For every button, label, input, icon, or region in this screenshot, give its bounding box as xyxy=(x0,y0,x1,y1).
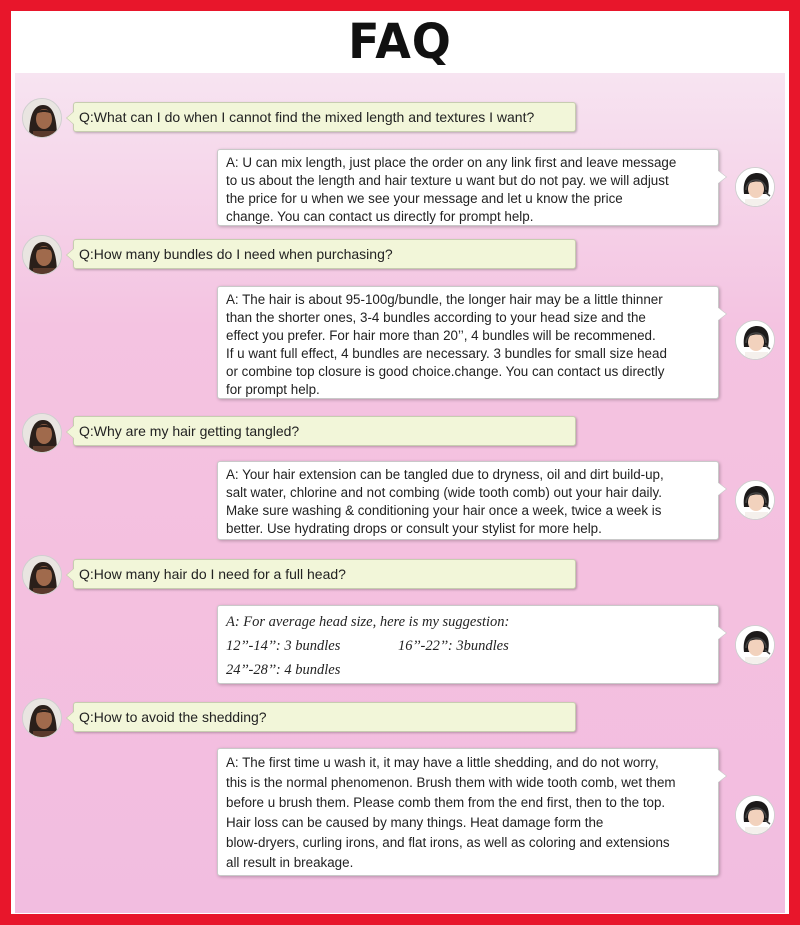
seller-avatar-icon xyxy=(735,625,775,665)
answer-line: change. You can contact us directly for prompt help. xyxy=(226,209,534,224)
answer-line: A: Your hair extension can be tangled due to dryness, oil and dirt build-up, xyxy=(226,467,664,482)
length-range: 12’’-14’’: 3 bundles xyxy=(226,638,341,654)
seller-avatar-icon xyxy=(735,320,775,360)
page-title: FAQ xyxy=(348,12,452,70)
answer-line xyxy=(226,658,710,682)
answer-line: Hair loss can be caused by many things. Heat damage form the xyxy=(226,815,604,830)
faq-question-1: Q:What can I do when I cannot find the mixed length and textures I want? xyxy=(73,102,576,132)
answer-line: or combine top closure is good choice.change. You can contact us directly xyxy=(226,364,665,379)
answer-line: A: U can mix length, just place the order on any link first and leave message xyxy=(226,155,677,170)
faq-question-2: Q:How many bundles do I need when purchasing? xyxy=(73,239,576,269)
customer-avatar-icon xyxy=(22,413,62,453)
answer-line: before u brush them. Please comb them from the end first, then to the top. xyxy=(226,795,666,810)
faq-question-5: Q:How to avoid the shedding? xyxy=(73,702,576,732)
answer-line: all result in breakage. xyxy=(226,855,354,870)
faq-question-4: Q:How many hair do I need for a full head? xyxy=(73,559,576,589)
customer-avatar-icon xyxy=(22,555,62,595)
answer-line: blow-dryers, curling irons, and flat irons, as well as coloring and extensions xyxy=(226,835,670,850)
answer-line: A: The first time u wash it, it may have a little shedding, and do not worry, xyxy=(226,755,659,770)
answer-line: than the shorter ones, 3-4 bundles according to your head size and the xyxy=(226,310,646,325)
answer-line: this is the normal phenomenon. Brush them with wide tooth comb, wet them xyxy=(226,775,676,790)
answer-line: the price for u when we see your message and let u know the price xyxy=(226,191,623,206)
faq-header xyxy=(11,11,789,72)
answer-line xyxy=(226,634,710,658)
faq-answer-1 xyxy=(217,149,719,226)
faq-answer-5 xyxy=(217,748,719,876)
answer-line: to us about the length and hair texture u want but do not pay. we will adjust xyxy=(226,173,669,188)
seller-avatar-icon xyxy=(735,167,775,207)
answer-line: better. Use hydrating drops or consult your stylist for more help. xyxy=(226,521,602,536)
customer-avatar-icon xyxy=(22,98,62,138)
customer-avatar-icon xyxy=(22,698,62,738)
faq-answer-3 xyxy=(217,461,719,540)
seller-avatar-icon xyxy=(735,480,775,520)
faq-question-3: Q:Why are my hair getting tangled? xyxy=(73,416,576,446)
answer-line: If u want full effect, 4 bundles are necessary. 3 bundles for small size head xyxy=(226,346,667,361)
answer-line: salt water, chlorine and not combing (wide tooth comb) out your hair daily. xyxy=(226,485,662,500)
answer-line: A: For average head size, here is my suggestion: xyxy=(226,614,510,630)
customer-avatar-icon xyxy=(22,235,62,275)
answer-line: for prompt help. xyxy=(226,382,320,397)
faq-answer-4 xyxy=(217,605,719,684)
seller-avatar-icon xyxy=(735,795,775,835)
length-range: 16’’-22’’: 3bundles xyxy=(398,638,509,654)
answer-line: A: The hair is about 95-100g/bundle, the longer hair may be a little thinner xyxy=(226,292,663,307)
answer-line: effect you prefer. For hair more than 20’’, 4 bundles will be recommened. xyxy=(226,328,656,343)
length-range: 24’’-28’’: 4 bundles xyxy=(226,662,341,678)
faq-answer-2 xyxy=(217,286,719,399)
answer-line: Make sure washing & conditioning your hair once a week, twice a week is xyxy=(226,503,662,518)
